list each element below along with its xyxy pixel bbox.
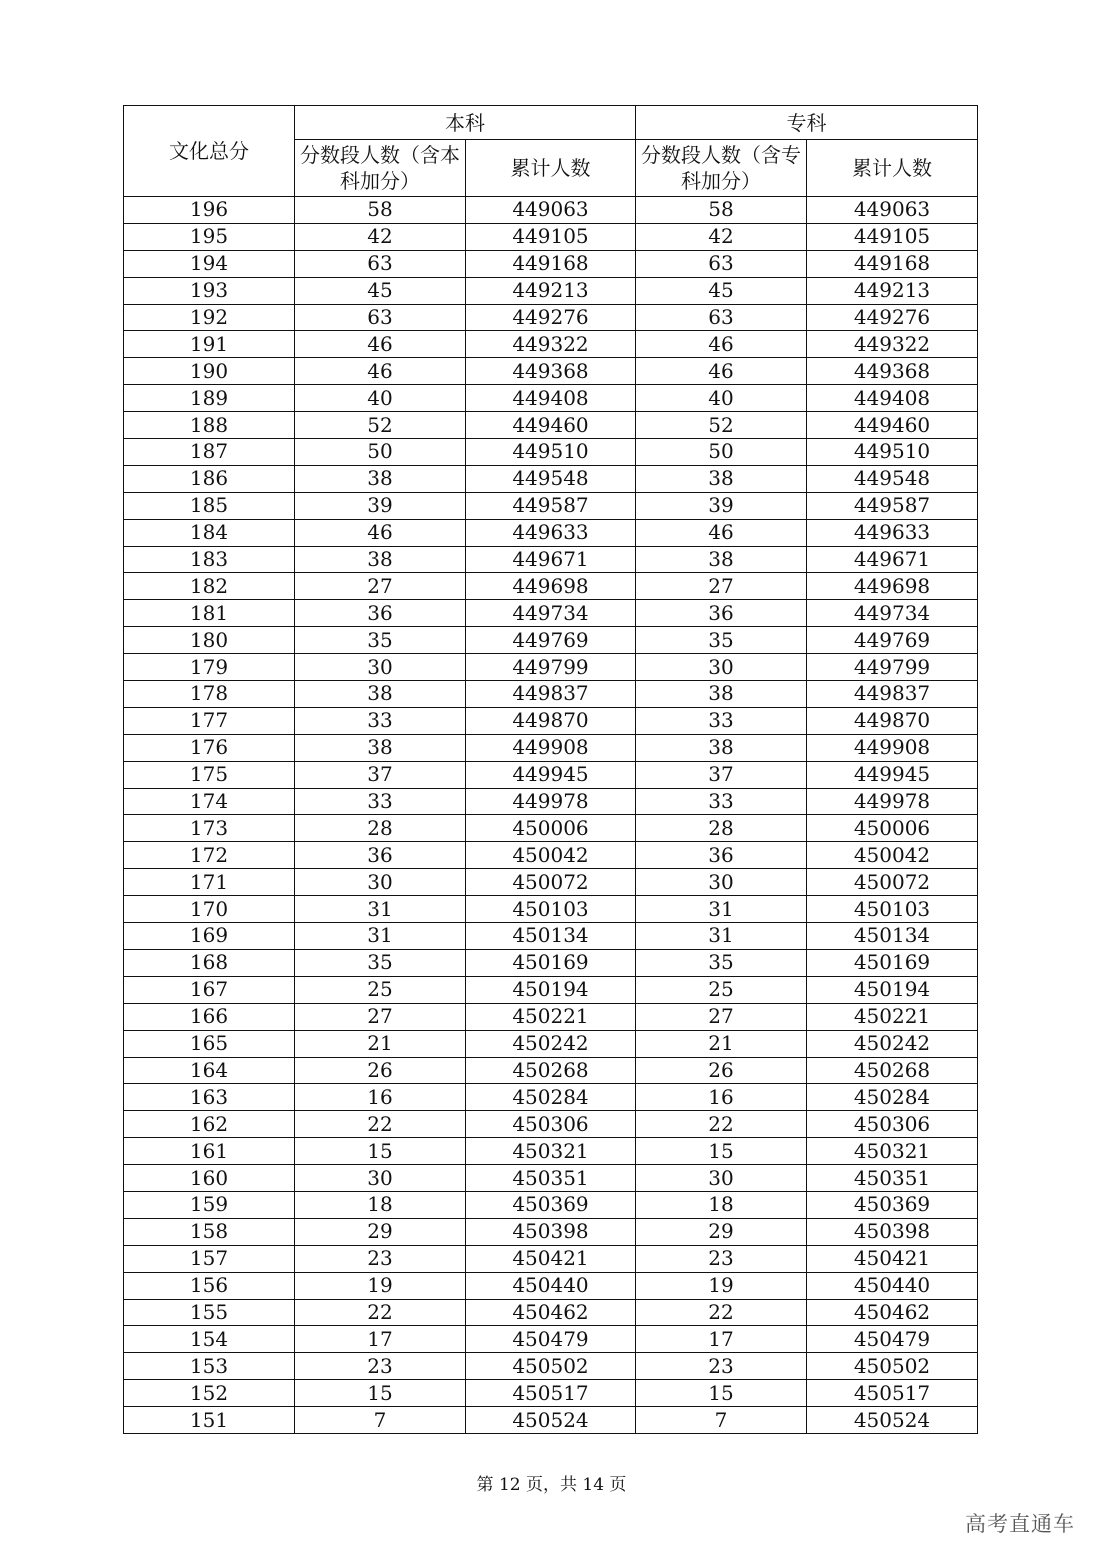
cell-junior-cumulative: 449837 <box>807 681 978 708</box>
cell-undergrad-segment-count: 35 <box>295 949 466 976</box>
cell-undergrad-cumulative: 449408 <box>466 385 636 412</box>
cell-total-score: 170 <box>124 896 295 923</box>
cell-total-score: 179 <box>124 654 295 681</box>
cell-junior-cumulative: 450006 <box>807 815 978 842</box>
cell-total-score: 181 <box>124 600 295 627</box>
cell-junior-cumulative: 450524 <box>807 1407 978 1434</box>
cell-total-score: 178 <box>124 681 295 708</box>
cell-undergrad-segment-count: 38 <box>295 465 466 492</box>
cell-undergrad-cumulative: 450242 <box>466 1030 636 1057</box>
cell-undergrad-segment-count: 16 <box>295 1084 466 1111</box>
cell-total-score: 175 <box>124 761 295 788</box>
cell-undergrad-cumulative: 449799 <box>466 654 636 681</box>
cell-undergrad-cumulative: 449769 <box>466 627 636 654</box>
table-row <box>124 734 978 761</box>
cell-junior-cumulative: 450462 <box>807 1299 978 1326</box>
cell-undergrad-segment-count: 38 <box>295 546 466 573</box>
cell-total-score: 151 <box>124 1407 295 1434</box>
cell-undergrad-cumulative: 449837 <box>466 681 636 708</box>
cell-junior-cumulative: 450072 <box>807 869 978 896</box>
table-row <box>124 385 978 412</box>
cell-junior-cumulative: 449633 <box>807 519 978 546</box>
cell-undergrad-segment-count: 45 <box>295 277 466 304</box>
table-body <box>124 197 978 1434</box>
header-group-junior: 专科 <box>636 106 978 140</box>
cell-junior-cumulative: 450398 <box>807 1218 978 1245</box>
cell-junior-cumulative: 449322 <box>807 331 978 358</box>
cell-undergrad-segment-count: 17 <box>295 1326 466 1353</box>
cell-total-score: 193 <box>124 277 295 304</box>
cell-undergrad-cumulative: 449908 <box>466 734 636 761</box>
cell-total-score: 189 <box>124 385 295 412</box>
cell-junior-segment-count: 30 <box>636 1165 807 1192</box>
cell-junior-cumulative: 449698 <box>807 573 978 600</box>
cell-total-score: 156 <box>124 1272 295 1299</box>
cell-total-score: 190 <box>124 358 295 385</box>
table-row <box>124 788 978 815</box>
cell-undergrad-segment-count: 22 <box>295 1111 466 1138</box>
cell-undergrad-segment-count: 38 <box>295 734 466 761</box>
cell-undergrad-segment-count: 46 <box>295 519 466 546</box>
cell-junior-cumulative: 450134 <box>807 923 978 950</box>
cell-junior-segment-count: 42 <box>636 223 807 250</box>
table-row <box>124 949 978 976</box>
cell-total-score: 180 <box>124 627 295 654</box>
table-row <box>124 1030 978 1057</box>
cell-junior-segment-count: 22 <box>636 1299 807 1326</box>
cell-junior-cumulative: 450321 <box>807 1138 978 1165</box>
cell-undergrad-segment-count: 36 <box>295 842 466 869</box>
header-junior-segment-count: 分数段人数（含专科加分） <box>636 140 807 197</box>
cell-total-score: 164 <box>124 1057 295 1084</box>
cell-undergrad-cumulative: 449063 <box>466 197 636 224</box>
cell-total-score: 173 <box>124 815 295 842</box>
cell-junior-cumulative: 449978 <box>807 788 978 815</box>
cell-undergrad-cumulative: 450006 <box>466 815 636 842</box>
header-undergrad-segment-count: 分数段人数（含本科加分） <box>295 140 466 197</box>
cell-junior-cumulative: 450421 <box>807 1245 978 1272</box>
table-row <box>124 573 978 600</box>
cell-total-score: 165 <box>124 1030 295 1057</box>
cell-undergrad-cumulative: 450072 <box>466 869 636 896</box>
cell-junior-segment-count: 19 <box>636 1272 807 1299</box>
table-row <box>124 923 978 950</box>
cell-junior-cumulative: 449587 <box>807 492 978 519</box>
cell-total-score: 161 <box>124 1138 295 1165</box>
cell-junior-segment-count: 39 <box>636 492 807 519</box>
cell-junior-segment-count: 16 <box>636 1084 807 1111</box>
cell-junior-segment-count: 46 <box>636 519 807 546</box>
cell-undergrad-cumulative: 450369 <box>466 1191 636 1218</box>
cell-junior-segment-count: 23 <box>636 1353 807 1380</box>
cell-undergrad-segment-count: 46 <box>295 358 466 385</box>
cell-undergrad-cumulative: 450042 <box>466 842 636 869</box>
cell-junior-cumulative: 450306 <box>807 1111 978 1138</box>
cell-undergrad-cumulative: 449671 <box>466 546 636 573</box>
cell-junior-segment-count: 40 <box>636 385 807 412</box>
cell-total-score: 183 <box>124 546 295 573</box>
cell-undergrad-cumulative: 449945 <box>466 761 636 788</box>
cell-junior-segment-count: 63 <box>636 304 807 331</box>
table-row <box>124 1326 978 1353</box>
cell-undergrad-segment-count: 25 <box>295 976 466 1003</box>
cell-undergrad-cumulative: 450517 <box>466 1380 636 1407</box>
cell-total-score: 176 <box>124 734 295 761</box>
cell-junior-cumulative: 450221 <box>807 1003 978 1030</box>
table-row <box>124 761 978 788</box>
cell-undergrad-segment-count: 27 <box>295 573 466 600</box>
cell-undergrad-cumulative: 450221 <box>466 1003 636 1030</box>
header-junior-cumulative: 累计人数 <box>807 140 978 197</box>
watermark-logo-text: 高考直通车 <box>965 1512 1075 1536</box>
cell-undergrad-cumulative: 449368 <box>466 358 636 385</box>
cell-undergrad-segment-count: 22 <box>295 1299 466 1326</box>
table-row <box>124 600 978 627</box>
cell-total-score: 185 <box>124 492 295 519</box>
cell-total-score: 154 <box>124 1326 295 1353</box>
cell-total-score: 194 <box>124 250 295 277</box>
table-row <box>124 1084 978 1111</box>
cell-total-score: 159 <box>124 1191 295 1218</box>
cell-junior-cumulative: 450194 <box>807 976 978 1003</box>
table-row <box>124 654 978 681</box>
cell-junior-segment-count: 22 <box>636 1111 807 1138</box>
cell-total-score: 171 <box>124 869 295 896</box>
table-row <box>124 1191 978 1218</box>
cell-total-score: 186 <box>124 465 295 492</box>
table-row <box>124 331 978 358</box>
header-total-score: 文化总分 <box>124 106 295 197</box>
cell-junior-cumulative: 449734 <box>807 600 978 627</box>
page-number: 第 12 页，共 14 页 <box>476 1475 627 1495</box>
cell-undergrad-cumulative: 450479 <box>466 1326 636 1353</box>
table-row <box>124 412 978 439</box>
cell-junior-segment-count: 15 <box>636 1138 807 1165</box>
header-group-undergrad: 本科 <box>295 106 636 140</box>
table-row <box>124 250 978 277</box>
cell-undergrad-cumulative: 450194 <box>466 976 636 1003</box>
cell-total-score: 162 <box>124 1111 295 1138</box>
header-undergrad-cumulative: 累计人数 <box>466 140 636 197</box>
cell-junior-segment-count: 35 <box>636 627 807 654</box>
cell-undergrad-segment-count: 36 <box>295 600 466 627</box>
cell-undergrad-segment-count: 58 <box>295 197 466 224</box>
table-row <box>124 1003 978 1030</box>
cell-undergrad-segment-count: 30 <box>295 869 466 896</box>
cell-undergrad-cumulative: 450421 <box>466 1245 636 1272</box>
cell-total-score: 157 <box>124 1245 295 1272</box>
cell-junior-cumulative: 449368 <box>807 358 978 385</box>
cell-undergrad-segment-count: 63 <box>295 304 466 331</box>
cell-total-score: 155 <box>124 1299 295 1326</box>
header-row-groups <box>124 106 978 140</box>
cell-undergrad-segment-count: 15 <box>295 1138 466 1165</box>
cell-total-score: 169 <box>124 923 295 950</box>
table-row <box>124 1057 978 1084</box>
cell-undergrad-segment-count: 42 <box>295 223 466 250</box>
cell-junior-segment-count: 33 <box>636 788 807 815</box>
cell-junior-cumulative: 450042 <box>807 842 978 869</box>
cell-junior-cumulative: 450479 <box>807 1326 978 1353</box>
table-row <box>124 439 978 466</box>
cell-undergrad-segment-count: 23 <box>295 1245 466 1272</box>
cell-undergrad-cumulative: 450440 <box>466 1272 636 1299</box>
cell-undergrad-cumulative: 450169 <box>466 949 636 976</box>
cell-junior-segment-count: 58 <box>636 197 807 224</box>
cell-undergrad-segment-count: 50 <box>295 439 466 466</box>
table-row <box>124 1218 978 1245</box>
cell-undergrad-segment-count: 30 <box>295 1165 466 1192</box>
cell-undergrad-cumulative: 449870 <box>466 707 636 734</box>
cell-junior-segment-count: 46 <box>636 331 807 358</box>
cell-junior-cumulative: 450440 <box>807 1272 978 1299</box>
cell-junior-cumulative: 450517 <box>807 1380 978 1407</box>
cell-undergrad-segment-count: 15 <box>295 1380 466 1407</box>
table-row <box>124 465 978 492</box>
cell-junior-segment-count: 18 <box>636 1191 807 1218</box>
table-row <box>124 1245 978 1272</box>
cell-total-score: 191 <box>124 331 295 358</box>
cell-total-score: 166 <box>124 1003 295 1030</box>
cell-junior-segment-count: 38 <box>636 681 807 708</box>
cell-junior-cumulative: 450103 <box>807 896 978 923</box>
cell-total-score: 153 <box>124 1353 295 1380</box>
cell-junior-segment-count: 37 <box>636 761 807 788</box>
cell-undergrad-segment-count: 33 <box>295 788 466 815</box>
cell-junior-cumulative: 449870 <box>807 707 978 734</box>
cell-undergrad-segment-count: 30 <box>295 654 466 681</box>
cell-junior-cumulative: 449276 <box>807 304 978 331</box>
table-row <box>124 304 978 331</box>
cell-undergrad-segment-count: 23 <box>295 1353 466 1380</box>
cell-total-score: 167 <box>124 976 295 1003</box>
cell-junior-segment-count: 29 <box>636 1218 807 1245</box>
cell-total-score: 163 <box>124 1084 295 1111</box>
cell-undergrad-cumulative: 449978 <box>466 788 636 815</box>
cell-junior-cumulative: 449769 <box>807 627 978 654</box>
cell-junior-cumulative: 449063 <box>807 197 978 224</box>
cell-total-score: 158 <box>124 1218 295 1245</box>
cell-undergrad-cumulative: 449698 <box>466 573 636 600</box>
cell-junior-segment-count: 26 <box>636 1057 807 1084</box>
cell-junior-cumulative: 450502 <box>807 1353 978 1380</box>
cell-total-score: 174 <box>124 788 295 815</box>
cell-junior-cumulative: 450268 <box>807 1057 978 1084</box>
table-row <box>124 1407 978 1434</box>
cell-total-score: 168 <box>124 949 295 976</box>
cell-undergrad-segment-count: 46 <box>295 331 466 358</box>
cell-junior-segment-count: 27 <box>636 1003 807 1030</box>
cell-undergrad-segment-count: 37 <box>295 761 466 788</box>
cell-undergrad-segment-count: 52 <box>295 412 466 439</box>
cell-junior-segment-count: 63 <box>636 250 807 277</box>
table-row <box>124 358 978 385</box>
cell-junior-cumulative: 449460 <box>807 412 978 439</box>
cell-junior-cumulative: 450169 <box>807 949 978 976</box>
cell-undergrad-segment-count: 31 <box>295 923 466 950</box>
cell-total-score: 172 <box>124 842 295 869</box>
cell-junior-segment-count: 46 <box>636 358 807 385</box>
table-row <box>124 1272 978 1299</box>
cell-junior-segment-count: 23 <box>636 1245 807 1272</box>
cell-undergrad-cumulative: 449587 <box>466 492 636 519</box>
score-distribution-table <box>123 105 978 1434</box>
cell-undergrad-cumulative: 450524 <box>466 1407 636 1434</box>
table-row <box>124 707 978 734</box>
cell-undergrad-segment-count: 7 <box>295 1407 466 1434</box>
cell-junior-cumulative: 449408 <box>807 385 978 412</box>
table-row <box>124 1380 978 1407</box>
cell-total-score: 177 <box>124 707 295 734</box>
cell-undergrad-segment-count: 40 <box>295 385 466 412</box>
cell-undergrad-cumulative: 449105 <box>466 223 636 250</box>
cell-undergrad-segment-count: 38 <box>295 681 466 708</box>
cell-total-score: 196 <box>124 197 295 224</box>
cell-total-score: 182 <box>124 573 295 600</box>
table-row <box>124 546 978 573</box>
cell-junior-cumulative: 449105 <box>807 223 978 250</box>
cell-junior-segment-count: 15 <box>636 1380 807 1407</box>
table-row <box>124 1299 978 1326</box>
cell-junior-segment-count: 38 <box>636 546 807 573</box>
cell-undergrad-cumulative: 450103 <box>466 896 636 923</box>
cell-junior-cumulative: 450369 <box>807 1191 978 1218</box>
table-row <box>124 492 978 519</box>
table-row <box>124 197 978 224</box>
cell-total-score: 152 <box>124 1380 295 1407</box>
cell-junior-segment-count: 30 <box>636 654 807 681</box>
cell-undergrad-cumulative: 449633 <box>466 519 636 546</box>
cell-junior-segment-count: 25 <box>636 976 807 1003</box>
cell-junior-cumulative: 449213 <box>807 277 978 304</box>
table-row <box>124 842 978 869</box>
cell-junior-segment-count: 50 <box>636 439 807 466</box>
cell-undergrad-segment-count: 21 <box>295 1030 466 1057</box>
cell-undergrad-cumulative: 449460 <box>466 412 636 439</box>
cell-junior-cumulative: 449908 <box>807 734 978 761</box>
cell-undergrad-cumulative: 450268 <box>466 1057 636 1084</box>
table-row <box>124 976 978 1003</box>
cell-undergrad-cumulative: 449510 <box>466 439 636 466</box>
cell-junior-cumulative: 449510 <box>807 439 978 466</box>
cell-undergrad-segment-count: 26 <box>295 1057 466 1084</box>
cell-undergrad-cumulative: 450351 <box>466 1165 636 1192</box>
cell-undergrad-cumulative: 449276 <box>466 304 636 331</box>
cell-undergrad-segment-count: 18 <box>295 1191 466 1218</box>
table-row <box>124 681 978 708</box>
cell-junior-segment-count: 36 <box>636 600 807 627</box>
cell-junior-segment-count: 28 <box>636 815 807 842</box>
cell-total-score: 187 <box>124 439 295 466</box>
cell-junior-cumulative: 449945 <box>807 761 978 788</box>
cell-junior-cumulative: 449799 <box>807 654 978 681</box>
table-row <box>124 1111 978 1138</box>
cell-undergrad-cumulative: 450398 <box>466 1218 636 1245</box>
table-row <box>124 519 978 546</box>
cell-undergrad-cumulative: 449168 <box>466 250 636 277</box>
cell-undergrad-cumulative: 450306 <box>466 1111 636 1138</box>
cell-junior-segment-count: 27 <box>636 573 807 600</box>
cell-undergrad-cumulative: 450321 <box>466 1138 636 1165</box>
cell-undergrad-segment-count: 63 <box>295 250 466 277</box>
cell-junior-segment-count: 35 <box>636 949 807 976</box>
table-row <box>124 223 978 250</box>
cell-undergrad-segment-count: 35 <box>295 627 466 654</box>
cell-undergrad-cumulative: 449548 <box>466 465 636 492</box>
cell-undergrad-cumulative: 450462 <box>466 1299 636 1326</box>
cell-undergrad-segment-count: 27 <box>295 1003 466 1030</box>
table-header <box>124 106 978 197</box>
cell-junior-segment-count: 45 <box>636 277 807 304</box>
cell-junior-segment-count: 38 <box>636 465 807 492</box>
cell-total-score: 195 <box>124 223 295 250</box>
cell-junior-cumulative: 450351 <box>807 1165 978 1192</box>
cell-junior-segment-count: 30 <box>636 869 807 896</box>
cell-junior-segment-count: 7 <box>636 1407 807 1434</box>
table-row <box>124 869 978 896</box>
cell-undergrad-cumulative: 449213 <box>466 277 636 304</box>
table-row <box>124 815 978 842</box>
table-row <box>124 1353 978 1380</box>
cell-total-score: 184 <box>124 519 295 546</box>
table-row <box>124 627 978 654</box>
table-row <box>124 1138 978 1165</box>
cell-total-score: 160 <box>124 1165 295 1192</box>
cell-junior-cumulative: 449671 <box>807 546 978 573</box>
cell-junior-segment-count: 52 <box>636 412 807 439</box>
cell-undergrad-segment-count: 29 <box>295 1218 466 1245</box>
cell-undergrad-cumulative: 450134 <box>466 923 636 950</box>
cell-undergrad-segment-count: 33 <box>295 707 466 734</box>
cell-junior-cumulative: 450242 <box>807 1030 978 1057</box>
cell-junior-segment-count: 33 <box>636 707 807 734</box>
cell-undergrad-segment-count: 31 <box>295 896 466 923</box>
table-row <box>124 1165 978 1192</box>
cell-undergrad-segment-count: 28 <box>295 815 466 842</box>
cell-undergrad-segment-count: 19 <box>295 1272 466 1299</box>
cell-junior-cumulative: 449168 <box>807 250 978 277</box>
cell-junior-segment-count: 17 <box>636 1326 807 1353</box>
cell-undergrad-segment-count: 39 <box>295 492 466 519</box>
cell-undergrad-cumulative: 449734 <box>466 600 636 627</box>
cell-junior-cumulative: 449548 <box>807 465 978 492</box>
table-row <box>124 277 978 304</box>
table-row <box>124 896 978 923</box>
cell-junior-segment-count: 31 <box>636 923 807 950</box>
cell-total-score: 188 <box>124 412 295 439</box>
cell-junior-segment-count: 31 <box>636 896 807 923</box>
cell-junior-cumulative: 450284 <box>807 1084 978 1111</box>
cell-junior-segment-count: 21 <box>636 1030 807 1057</box>
cell-total-score: 192 <box>124 304 295 331</box>
cell-undergrad-cumulative: 450502 <box>466 1353 636 1380</box>
cell-junior-segment-count: 38 <box>636 734 807 761</box>
cell-junior-segment-count: 36 <box>636 842 807 869</box>
cell-undergrad-cumulative: 450284 <box>466 1084 636 1111</box>
cell-undergrad-cumulative: 449322 <box>466 331 636 358</box>
